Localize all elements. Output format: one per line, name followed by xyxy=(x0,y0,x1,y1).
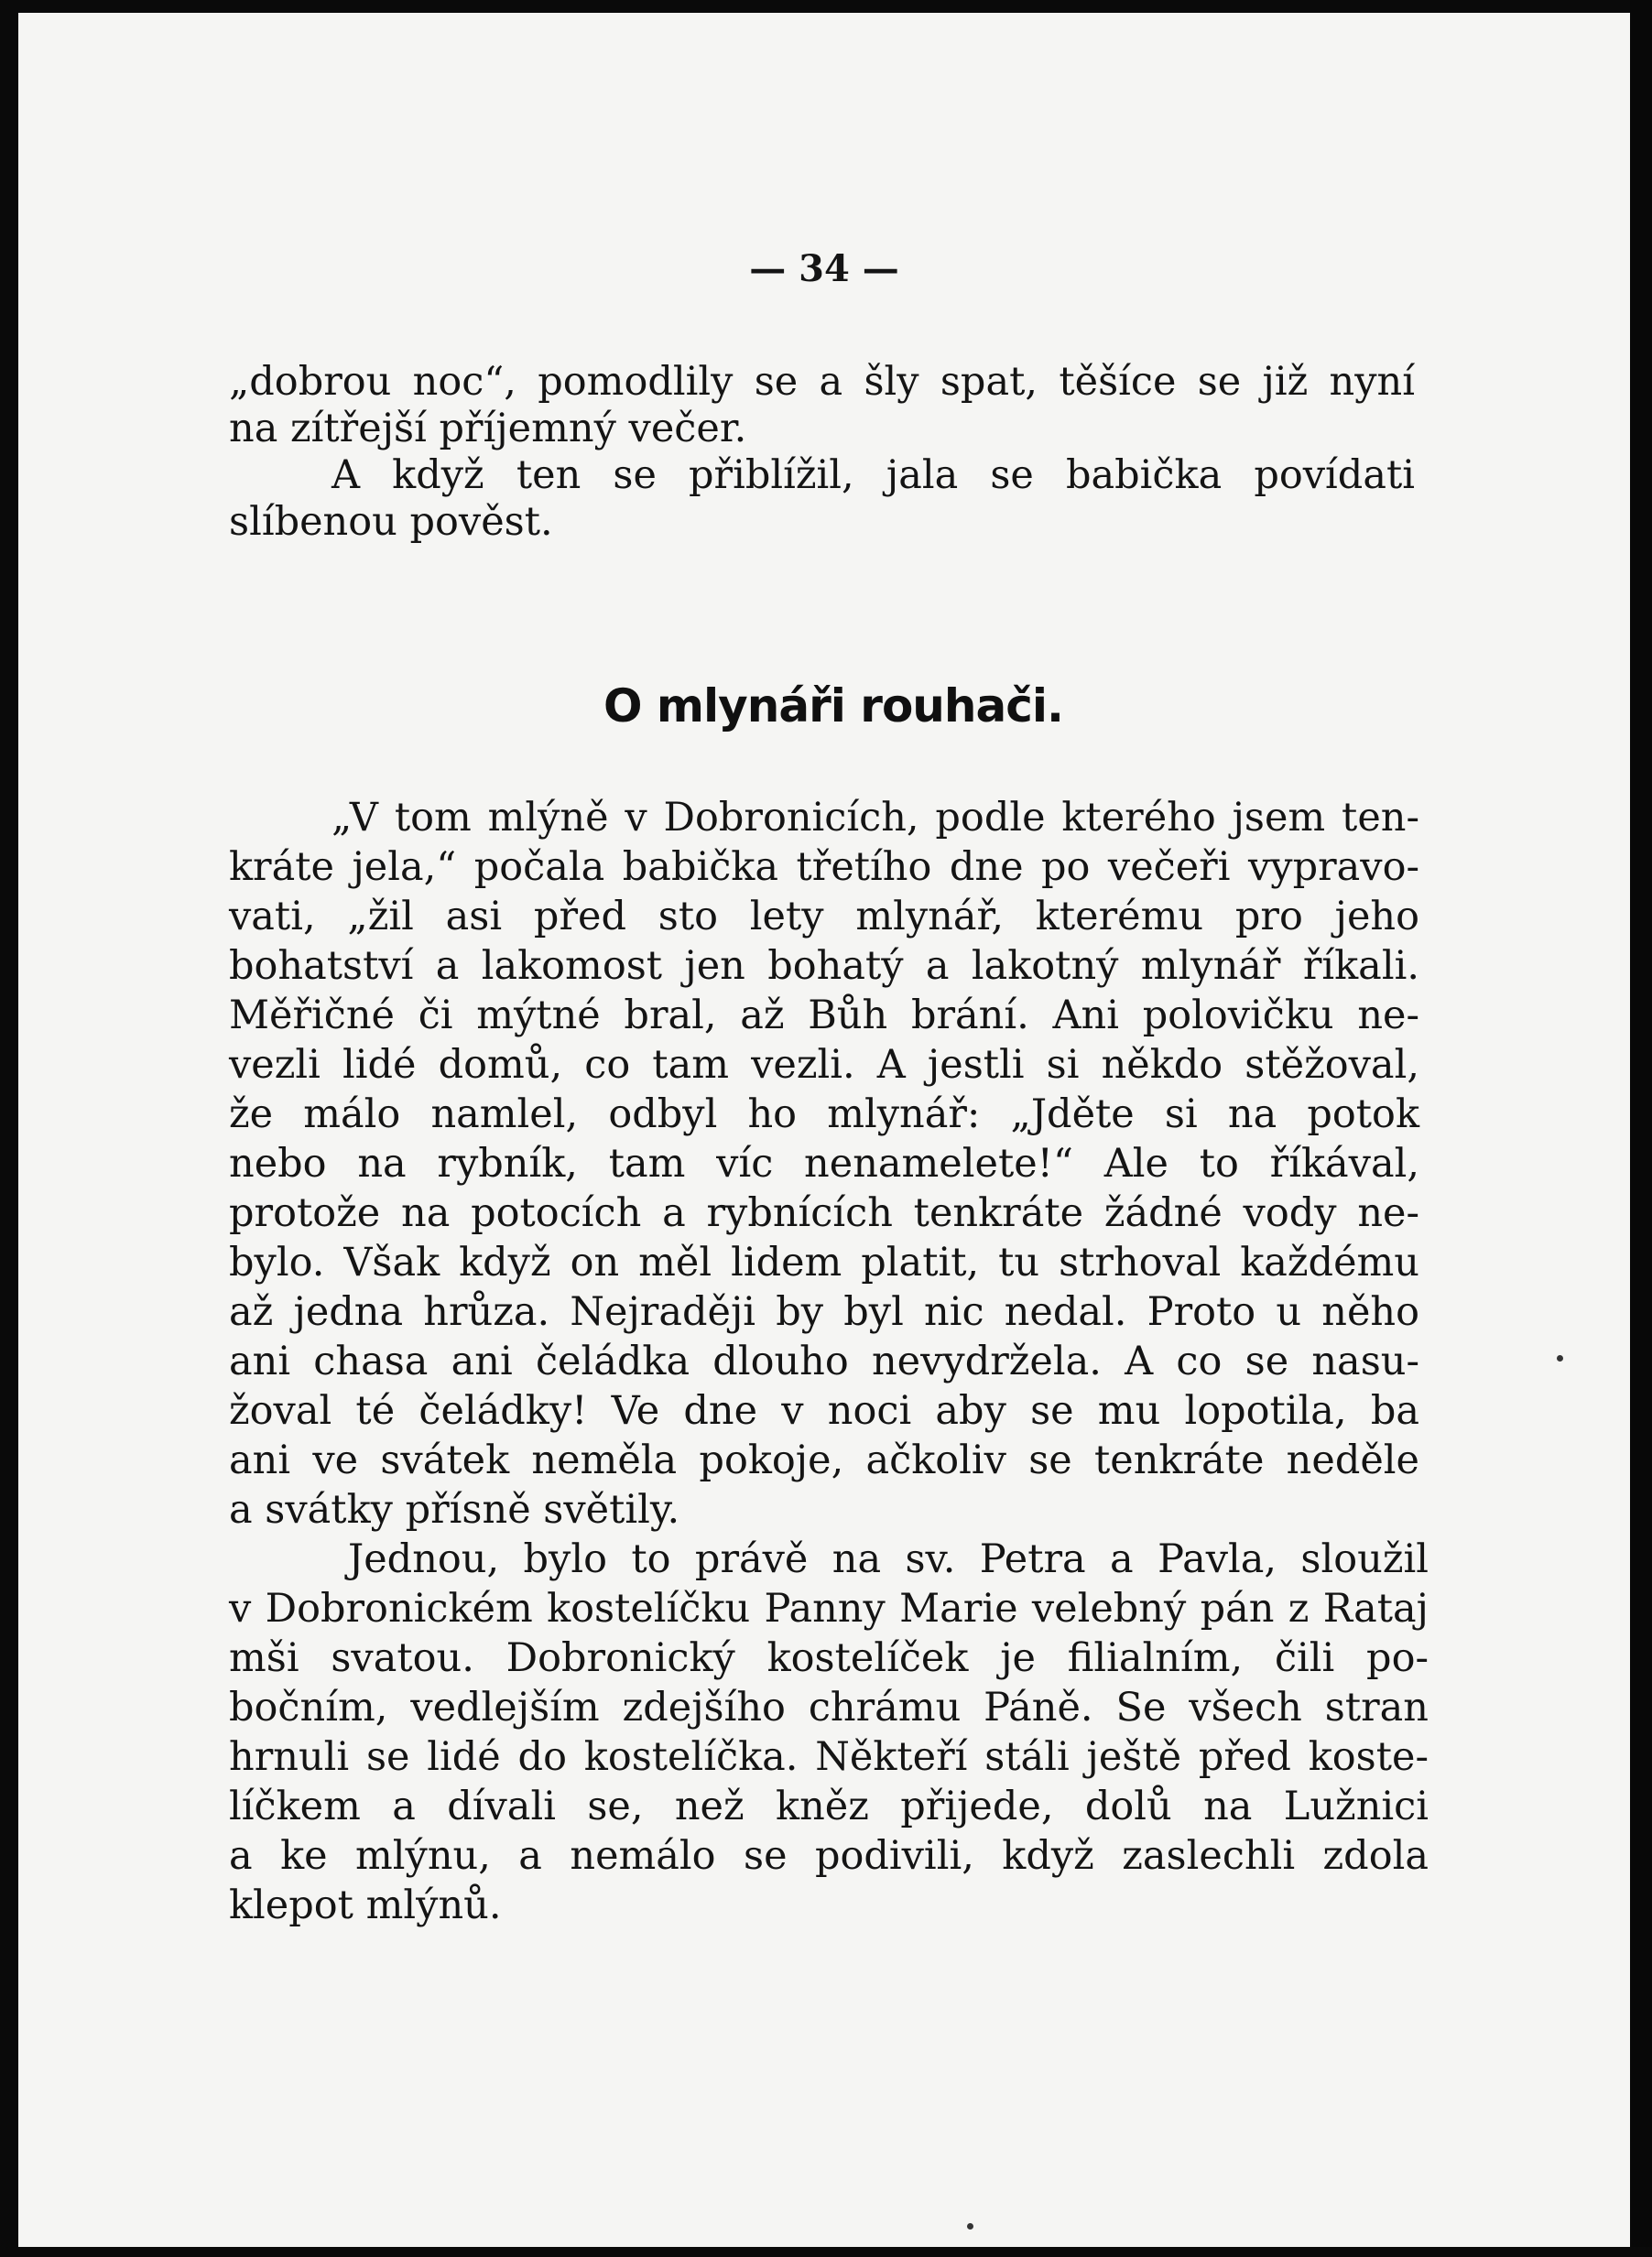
text-line: že málo namlel, odbyl ho mlynář: „Jděte si na potok xyxy=(229,1091,1419,1137)
text-line: vezli lidé domů, co tam vezli. A jestli si někdo stěžoval, xyxy=(229,1042,1419,1088)
page-number: — 34 — xyxy=(749,247,899,290)
text-line: hrnuli se lidé do kostelíčka. Někteří stáli ještě před koste- xyxy=(229,1734,1429,1780)
text-line: bohatství a lakomost jen bohatý a lakotný mlynář říkali. xyxy=(229,943,1419,989)
text-line: nebo na rybník, tam víc nenamelete!“ Ale to říkával, xyxy=(229,1141,1419,1187)
text-line: vati, „žil asi před sto lety mlynář, kterému pro jeho xyxy=(229,894,1419,939)
text-line: Měřičné či mýtné bral, až Bůh brání. Ani polovičku ne- xyxy=(229,993,1419,1038)
text-line: Jednou, bylo to právě na sv. Petra a Pavla, sloužil xyxy=(348,1536,1429,1582)
text-line: „dobrou noc“, pomodlily se a šly spat, těšíce se již nyní xyxy=(229,359,1415,405)
text-line: mši svatou. Dobronický kostelíček je filialním, čili po- xyxy=(229,1635,1429,1681)
text-line: ani chasa ani čeládka dlouho nevydržela. A co se nasu- xyxy=(229,1339,1419,1384)
text-line: na zítřejší příjemný večer. xyxy=(229,406,747,451)
scan-speck xyxy=(967,2223,973,2230)
scan-border-right xyxy=(1630,0,1652,2257)
text-line: a ke mlýnu, a nemálo se podivili, když zaslechli zdola xyxy=(229,1833,1429,1879)
scan-border-top xyxy=(0,0,1652,13)
text-line: protože na potocích a rybnících tenkráte žádné vody ne- xyxy=(229,1190,1419,1236)
scan-border-bottom xyxy=(0,2247,1652,2257)
text-line: až jedna hrůza. Nejraději by byl nic nedal. Proto u něho xyxy=(229,1289,1419,1335)
scan-speck xyxy=(1557,1355,1563,1362)
text-line: a svátky přísně světily. xyxy=(229,1487,680,1533)
section-heading: O mlynáři rouhači. xyxy=(603,679,1063,732)
scan-border-left xyxy=(0,0,18,2257)
text-line: v Dobronickém kostelíčku Panny Marie velebný pán z Rataj xyxy=(229,1586,1429,1632)
text-line: slíbenou pověst. xyxy=(229,499,553,545)
text-line: bočním, vedlejším zdejšího chrámu Páně. Se všech stran xyxy=(229,1685,1429,1731)
text-line: žoval té čeládky! Ve dne v noci aby se mu lopotila, ba xyxy=(229,1388,1419,1434)
text-line: A když ten se přiblížil, jala se babička povídati xyxy=(331,452,1415,498)
text-line: „V tom mlýně v Dobronicích, podle kterého jsem ten- xyxy=(331,795,1419,841)
text-line: klepot mlýnů. xyxy=(229,1883,502,1928)
text-line: bylo. Však když on měl lidem platit, tu strhoval každému xyxy=(229,1240,1419,1286)
text-line: líčkem a dívali se, než kněz přijede, dolů na Lužnici xyxy=(229,1784,1429,1829)
text-line: kráte jela,“ počala babička třetího dne po večeři vypravo- xyxy=(229,844,1419,890)
text-line: ani ve svátek neměla pokoje, ačkoliv se tenkráte neděle xyxy=(229,1438,1419,1483)
